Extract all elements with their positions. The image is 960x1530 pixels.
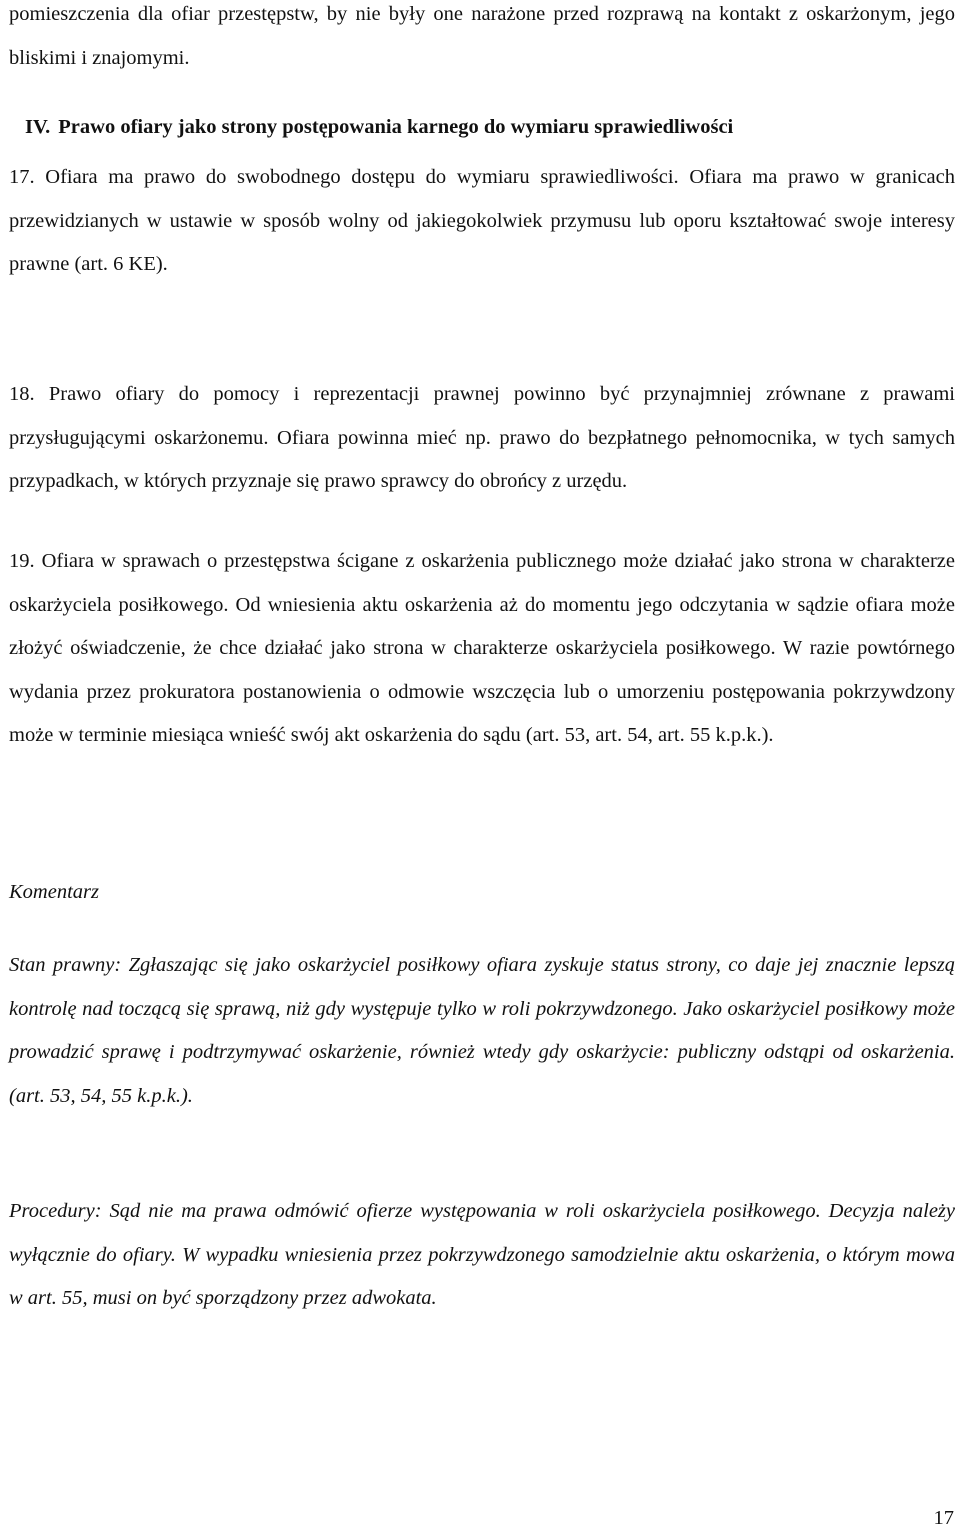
commentary-heading: Komentarz bbox=[9, 881, 99, 903]
section-number: IV. bbox=[25, 116, 51, 138]
section-title: Prawo ofiary jako strony postępowania karnego do wymiaru sprawiedliwości bbox=[58, 116, 734, 138]
paragraph-19: 19. Ofiara w sprawach o przestępstwa ścigane z oskarżenia publicznego może działać jako strona w charakterze oskarżyciela posiłkowego. Od wniesienia aktu oskarżenia aż do momentu jego odczytania w sądzie ofiara może złożyć oświadczenie, że chce działać jako strona w charakterze oskarżyciela posiłkowego. W razie powtórnego wydania przez prokuratora postanowienia o odmowie wszczęcia lub o umorzeniu postępowania pokrzywdzony może w terminie miesiąca wnieść swój akt oskarżenia do sądu (art. 53, art. 54, art. 55 k.p.k.). bbox=[9, 550, 955, 746]
paragraph-17: 17. Ofiara ma prawo do swobodnego dostępu do wymiaru sprawiedliwości. Ofiara ma prawo w granicach przewidzianych w ustawie w sposób wolny od jakiegokolwiek przymusu lub oporu kształtować swoje interesy prawne (art. 6 KE). bbox=[9, 166, 955, 275]
commentary-procedures: Procedury: Sąd nie ma prawa odmówić ofierze występowania w roli oskarżyciela posiłkowego. Decyzja należy wyłącznie do ofiary. W wypadku wniesienia przez pokrzywdzonego samodzielnie aktu oskarżenia, o którym mowa w art. 55, musi on być sporządzony przez adwokata. bbox=[9, 1200, 955, 1309]
commentary-legal-status: Stan prawny: Zgłaszając się jako oskarżyciel posiłkowy ofiara zyskuje status strony, co daje jej znacznie lepszą kontrolę nad toczącą się sprawą, niż gdy występuje tylko w roli pokrzywdzonego. Jako oskarżyciel posiłkowy może prowadzić sprawę i podtrzymywać oskarżenie, również wtedy gdy oskarżycie: publiczny odstąpi od oskarżenia. (art. 53, 54, 55 k.p.k.). bbox=[9, 954, 955, 1107]
page-number: 17 bbox=[933, 1507, 954, 1529]
section-heading bbox=[9, 106, 733, 150]
paragraph-18: 18. Prawo ofiary do pomocy i reprezentacji prawnej powinno być przynajmniej zrównane z prawami przysługującymi oskarżonemu. Ofiara powinna mieć np. prawo do bezpłatnego pełnomocnika, w tych samych przypadkach, w których przyznaje się prawo sprawcy do obrońcy z urzędu. bbox=[9, 383, 955, 492]
lead-paragraph: pomieszczenia dla ofiar przestępstw, by nie były one narażone przed rozprawą na kontakt z oskarżonym, jego bliskimi i znajomymi. bbox=[9, 3, 955, 69]
